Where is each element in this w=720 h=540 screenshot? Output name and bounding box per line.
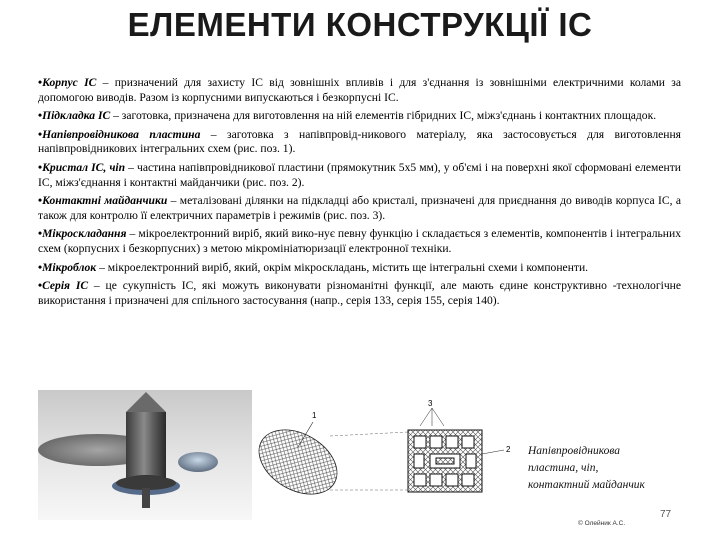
caption-line: Напівпровідникова <box>528 445 621 457</box>
definition-term: Напівпровідникова пластина <box>42 127 201 141</box>
definition-text: – це сукупність ІС, які можуть виконувати різноманітні функції, але мають єдине конструктивно -технологічне використання і призначені для спільного застосування (напр., серія 133, серія 155, серія 140). <box>38 279 682 307</box>
definition-text: – призначений для захисту ІС від зовнішніх впливів і для з'єднання із зовнішніми електричними колами за допомогою виводів. Разом із корпусними випускаються і безкорпусні ІС. <box>38 76 681 104</box>
definition-text: – мікроелектронний виріб, який вико-нує певну функцію і складається з елементів, компонентів і інтегральних схем (корпусних і безкорпусних) з метою мікромініатюризації електронної техніки. <box>38 227 681 255</box>
wafer-chip-schematic <box>258 392 518 522</box>
figure-caption <box>528 443 678 494</box>
copyright-notice: © Олейник А.С. <box>578 520 626 527</box>
caption-line: контактний майданчик <box>528 479 645 491</box>
definition-term: Серія ІС <box>42 279 89 293</box>
diagram-label-2: 2 <box>506 445 511 454</box>
diagram-label-3: 3 <box>428 399 433 408</box>
ic-package-photo <box>38 390 252 520</box>
definition-paragraph: •Кристал ІС, чіп – частина напівпровідникової пластини (прямокутник 5х5 мм), у об'ємі і на поверхні якої сформовані елементи ІС, міжз'єднання і контактні майданчики (рис. поз. 2). <box>38 160 681 189</box>
caption-line: пластина, чіп, <box>528 462 599 474</box>
definition-paragraph: •Серія ІС – це сукупність ІС, які можуть виконувати різноманітні функції, але мають єдине конструктивно -технологічне використання і призначені для спільного застосування (напр., серія 133, серія 155, серія 140). <box>38 279 682 307</box>
definition-term: Мікроблок <box>42 260 97 274</box>
definition-paragraph: •Контактні майданчики – металізовані ділянки на підкладці або кристалі, призначені для приєднання до виводів корпуса ІС, а також для контролю її електричних параметрів і режимів (рис. поз. 3). <box>38 194 682 222</box>
page-number: 77 <box>660 509 672 520</box>
definition-paragraph: •Корпус ІС – призначений для захисту ІС від зовнішніх впливів і для з'єднання із зовнішніми електричними колами за допомогою виводів. Разом із корпусними випускаються і безкорпусні ІС. <box>38 76 681 104</box>
definition-text: – металізовані ділянки на підкладці або кристалі, призначені для приєднання до виводів корпуса ІС, а також для контролю її електричних параметрів і режимів (рис. поз. 3). <box>38 194 682 222</box>
definition-term: Кристал ІС, чіп <box>42 160 126 174</box>
diagram-label-1: 1 <box>312 411 317 420</box>
definition-text: – заготовка, призначена для виготовлення на ній елементів гібридних ІС, міжз'єднань і контактних площадок. <box>110 109 657 123</box>
definition-term: Підкладка ІС <box>42 109 111 123</box>
definition-text: – заготовка з напівпровід-никового матеріалу, яка застосовується для виготовлення напівпровідникових інтегральних схем (рис. поз. 1). <box>38 127 681 156</box>
definition-term: Контактні майданчики <box>42 194 168 208</box>
wafer-chip-diagram <box>258 392 518 522</box>
page-title: ЕЛЕМЕНТИ КОНСТРУКЦІЇ ІС <box>127 6 593 43</box>
definition-paragraph: •Підкладка ІС – заготовка, призначена для виготовлення на ній елементів гібридних ІС, міжз'єднань і контактних площадок. <box>38 109 657 123</box>
definition-text: – мікроелектронний виріб, який, окрім мікроскладань, містить ще інтегральні схеми і компоненти. <box>96 260 589 274</box>
definition-paragraph: •Мікроскладання – мікроелектронний виріб, який вико-нує певну функцію і складається з елементів, компонентів і інтегральних схем (корпусних і безкорпусних) з метою мікромініатюризації електронної техніки. <box>38 227 681 255</box>
definition-term: Мікроскладання <box>42 227 127 241</box>
definitions-text <box>38 76 681 312</box>
definition-paragraph: •Напівпровідникова пластина – заготовка з напівпровід-никового матеріалу, яка застосовується для виготовлення напівпровідникових інтегральних схем (рис. поз. 1). <box>38 127 681 156</box>
ic-package-illustration <box>38 390 252 520</box>
definition-paragraph: •Мікроблок – мікроелектронний виріб, який, окрім мікроскладань, містить ще інтегральні схеми і компоненти. <box>38 260 589 274</box>
definition-term: Корпус ІС <box>42 76 97 89</box>
definition-text: – частина напівпровідникової пластини (прямокутник 5х5 мм), у об'ємі і на поверхні якої сформовані елементи ІС, міжз'єднання і контактні майданчики (рис. поз. 2). <box>38 160 681 189</box>
